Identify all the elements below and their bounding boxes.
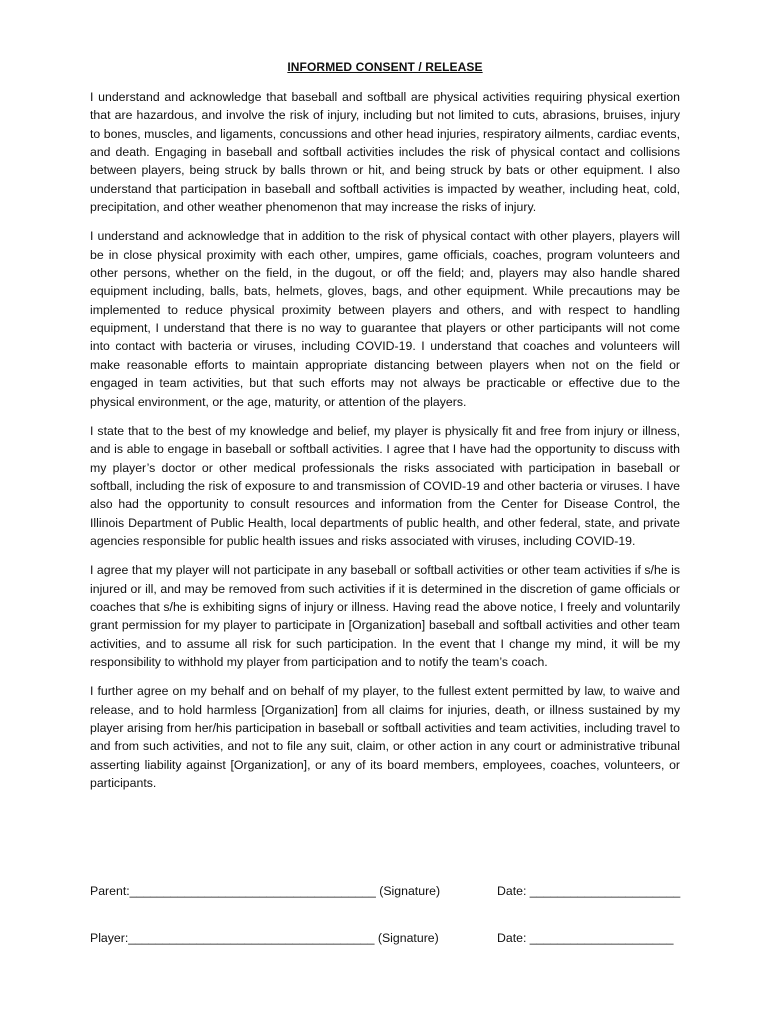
paragraph-fitness-statement: I state that to the best of my knowledge and belief, my player is physically fit and free from injury or illness, and is able to engage in baseball or softball activities. I agree that I have had the opportunity to discuss with my player’s doctor or other medical professionals the risks associated with participation in baseball or softball, including the risk of exposure to and transmission of COVID-19 and other bacteria or viruses. I have also had the opportunity to consult resources and information from the Center for Disease Control, the Illinois Department of Public Health, local departments of public health, and other federal, state, and private agencies responsible for public health issues and risks associated with viruses, including COVID-19. [90,423,680,548]
paragraph-risk-acknowledgement: I understand and acknowledge that baseball and softball are physical activities requiring physical exertion that are hazardous, and involve the risk of injury, including but not limited to cuts, abrasions, bruises, injury to bones, muscles, and ligaments, concussions and other head injuries, respiratory ailments, cardiac events, and death. Engaging in baseball and softball activities includes the risk of physical contact and collisions between players, being struck by balls thrown or hit, and being struck by bats or other equipment. I also understand that participation in baseball and softball activities is impacted by weather, including heat, cold, precipitation, and other weather phenomenon that may increase the risks of injury. [90,90,680,215]
paragraph-release-waiver: I further agree on my behalf and on behalf of my player, to the fullest extent permitted by law, to waive and release, and to hold harmless [Organization] from all claims for injuries, death, or illness sustained by my player arising from her/his participation in baseball or softball activities and team activities, including travel to and from such activities, and not to file any suit, claim, or other action in any court or administrative tribunal asserting liability against [Organization], or any of its board members, employees, coaches, volunteers, or participants. [90,684,680,791]
paragraph-participation-agreement: I agree that my player will not participate in any baseball or softball activities or other team activities if s/he is injured or ill, and may be removed from such activities if it is determined in the discretion of game officials or coaches that s/he is exhibiting signs of injury or illness. Having read the above notice, I freely and voluntarily grant permission for my player to participate in [Organization] baseball and softball activities and other team activities, and to assume all risk for such participation. In the event that I change my mind, it will be my responsibility to withhold my player from participation and to notify the team’s coach. [90,563,680,669]
document-title: INFORMED CONSENT / RELEASE [287,60,483,74]
paragraph-proximity-risk: I understand and acknowledge that in addition to the risk of physical contact with other players, players will be in close physical proximity with each other, umpires, game officials, coaches, program volunteers and other persons, whether on the field, in the dugout, or off the field; and, players may also handle shared equipment including, balls, bats, helmets, gloves, bags, and other equipment. While precautions may be implemented to reduce physical proximity between players and others, and with respect to handling equipment, I understand that there is no way to guarantee that players or other participants will not come into contact with bacteria or viruses, including COVID-19. I understand that coaches and volunteers will make reasonable efforts to maintain appropriate distancing between players when not on the field or engaged in team activities, but that such efforts may not always be practicable or effective due to the physical environment, or the age, maturity, or attention of the players. [90,229,680,409]
parent-date-line[interactable]: Date: ______________________ [497,884,681,898]
parent-signature-line[interactable]: Parent:____________________________________ (Signature) [90,884,441,898]
player-date-line[interactable]: Date: _____________________ [497,931,674,945]
player-signature-line[interactable]: Player:____________________________________ (Signature) [90,931,439,945]
document-body [90,88,680,803]
